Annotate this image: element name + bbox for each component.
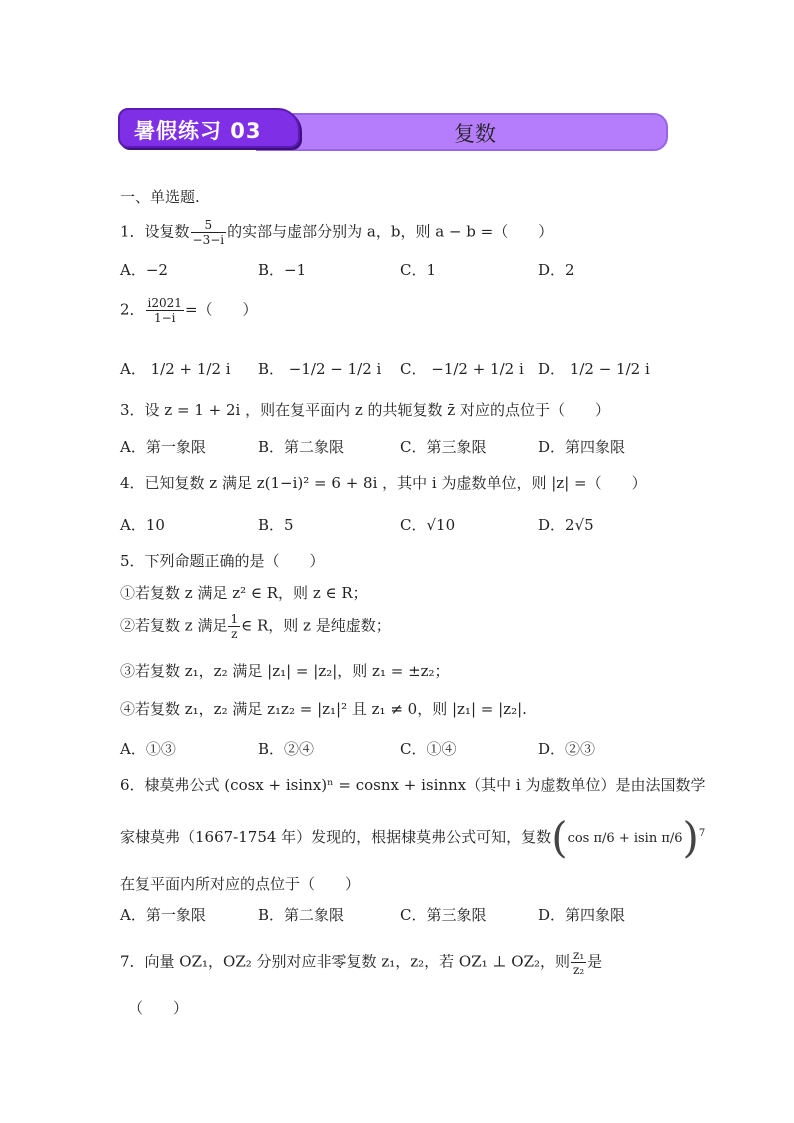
q6-exponent: 7 <box>698 828 706 839</box>
q2-option-d[interactable]: D． 1/2 − 1/2 i <box>538 360 650 378</box>
q1-option-b[interactable]: B．−1 <box>258 261 307 279</box>
q7-lead: 7．向量 OZ₁，OZ₂ 分别对应非零复数 z₁，z₂，若 OZ₁ ⊥ OZ₂，则 <box>120 952 571 971</box>
q1-fraction: $\frac{5}{-3-i}$ <box>192 218 225 247</box>
q4-option-d[interactable]: D．2√5 <box>538 516 594 534</box>
title-banner <box>118 108 670 154</box>
q6-option-c[interactable]: C．第三象限 <box>400 906 487 924</box>
question-1 <box>120 218 553 247</box>
q3-option-b[interactable]: B．第二象限 <box>258 438 345 456</box>
q4-option-b[interactable]: B．5 <box>258 516 294 534</box>
question-4: 4．已知复数 z 满足 z(1−i)² = 6 + 8i ，其中 i 为虚数单位，则 |z| =（ ） <box>120 474 647 492</box>
q5-statement-3: ③若复数 z₁，z₂ 满足 |z₁| = |z₂|，则 z₁ = ±z₂； <box>120 662 450 680</box>
q2-option-a[interactable]: A． 1/2 + 1/2 i <box>120 360 231 378</box>
q6-option-a[interactable]: A．第一象限 <box>120 906 206 924</box>
q1-option-a[interactable]: A．−2 <box>120 261 168 279</box>
banner-tag-text: 暑假练习 03 <box>134 119 262 143</box>
question-5: 5．下列命题正确的是（ ） <box>120 552 325 570</box>
q5-statement-1: ①若复数 z 满足 z² ∈ R，则 z ∈ R； <box>120 584 368 602</box>
banner-tag <box>118 108 300 148</box>
q5-s2-lead: ②若复数 z 满足 <box>120 616 228 635</box>
q6-line-2-text: 家棣莫弗（1667-1754 年）发现的，根据棣莫弗公式可知，复数 <box>120 828 552 846</box>
q5-option-a[interactable]: A．①③ <box>120 740 176 758</box>
q7-answer-blank: （ ） <box>128 999 189 1017</box>
q5-option-d[interactable]: D．②③ <box>538 740 596 758</box>
q5-statement-2 <box>120 612 391 641</box>
q3-option-c[interactable]: C．第三象限 <box>400 438 487 456</box>
q2-lead: 2． <box>120 300 145 319</box>
section-heading: 一、单选题. <box>120 188 200 206</box>
q5-option-b[interactable]: B．②④ <box>258 740 315 758</box>
q5-s2-rest: ∈ R，则 z 是纯虚数； <box>241 616 391 635</box>
q3-option-d[interactable]: D．第四象限 <box>538 438 626 456</box>
question-2 <box>120 296 258 325</box>
q2-rest: =（ ） <box>184 300 258 319</box>
q5-s2-fraction: $\frac{1}{z}$ <box>230 612 239 641</box>
q3-option-a[interactable]: A．第一象限 <box>120 438 206 456</box>
question-3: 3．设 z = 1 + 2i ，则在复平面内 z 的共轭复数 z̄ 对应的点位于（ ） <box>120 401 610 419</box>
q7-fraction: $\frac{\text{z₁}}{\text{z₂}}$ <box>573 948 585 977</box>
q4-option-a[interactable]: A．10 <box>120 516 165 534</box>
page-title: 复数 <box>454 122 496 146</box>
q4-option-c[interactable]: C．√10 <box>400 516 456 534</box>
q2-option-b[interactable]: B． −1/2 − 1/2 i <box>258 360 382 378</box>
question-6-line-1: 6．棣莫弗公式 (cosx + isinx)ⁿ = cosnx + isinnx（其中 i 为虚数单位）是由法国数学 <box>120 776 706 794</box>
q6-option-d[interactable]: D．第四象限 <box>538 906 626 924</box>
question-6-line-3: 在复平面内所对应的点位于（ ） <box>120 875 361 893</box>
q7-rest: 是 <box>587 952 603 971</box>
q6-complex-expr: cos π/6 + isin π/6 <box>567 831 683 846</box>
q2-fraction: $\frac{i2021}{1-i}$ <box>147 296 182 325</box>
q1-option-c[interactable]: C．1 <box>400 261 437 279</box>
q6-option-b[interactable]: B．第二象限 <box>258 906 345 924</box>
q5-statement-4: ④若复数 z₁，z₂ 满足 z₁z₂ = |z₁|² 且 z₁ ≠ 0，则 |z₁| = |z₂|. <box>120 700 527 718</box>
q1-rest: 的实部与虚部分别为 a，b，则 a − b =（ ） <box>227 222 554 241</box>
q2-option-c[interactable]: C． −1/2 + 1/2 i <box>400 360 524 378</box>
q1-lead: 1．设复数 <box>120 222 190 241</box>
q5-option-c[interactable]: C．①④ <box>400 740 457 758</box>
q1-option-d[interactable]: D．2 <box>538 261 575 279</box>
question-7 <box>120 948 602 977</box>
question-6-line-2: 家棣莫弗（1667-1754 年）发现的，根据棣莫弗公式可知，复数(cos π/6 + isin π/6)$^7$ <box>120 813 706 862</box>
